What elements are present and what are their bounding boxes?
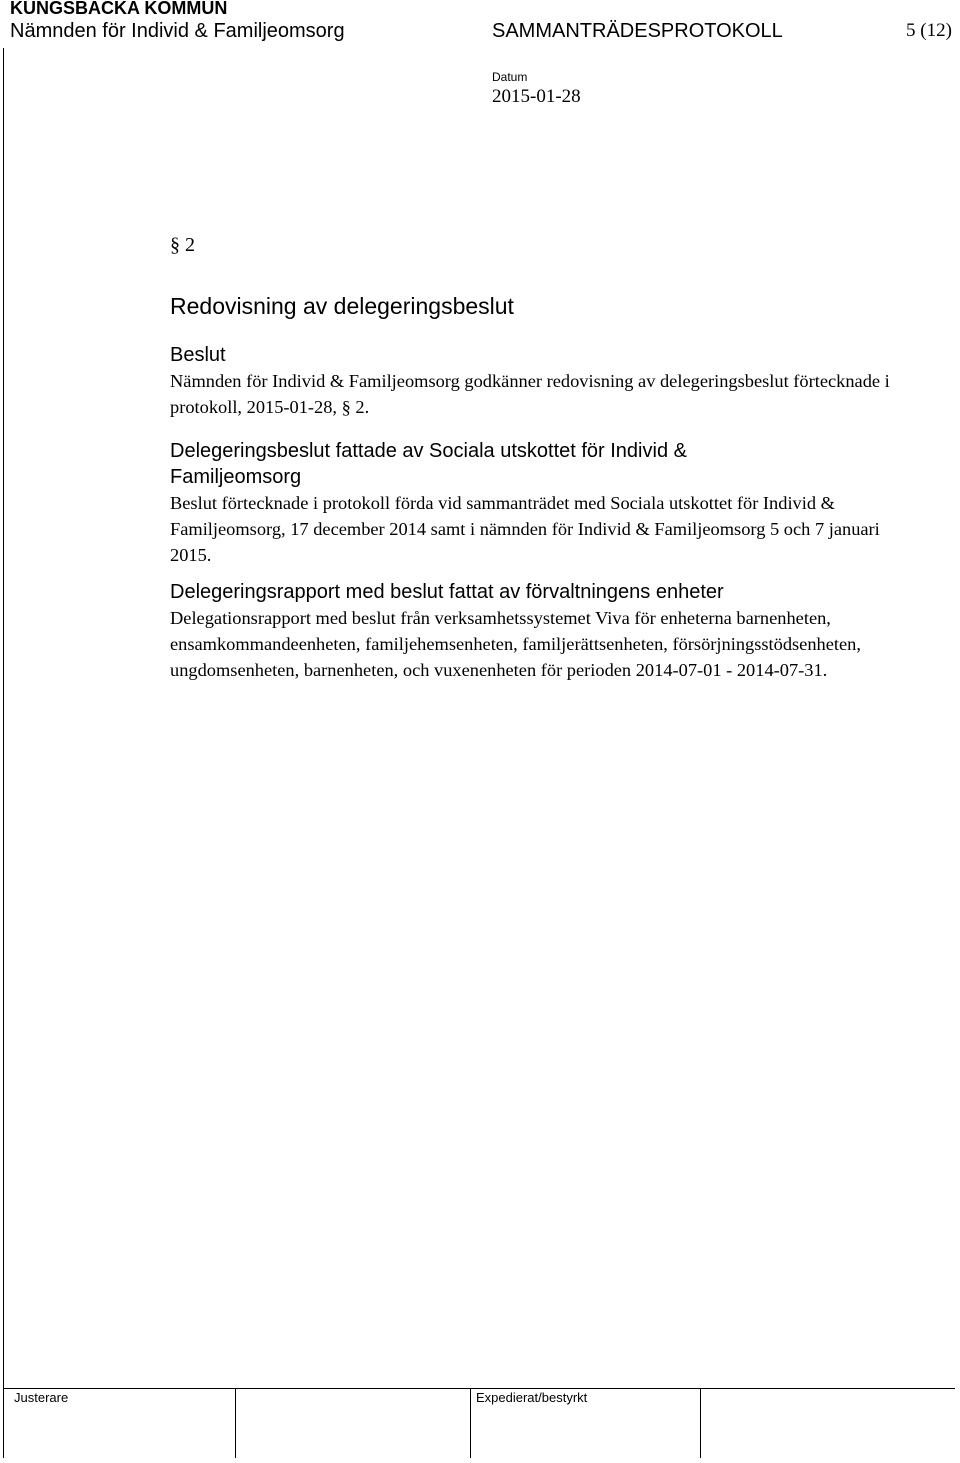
organization-name: KUNGSBACKA KOMMUN <box>10 0 228 18</box>
page-number: 5 (12) <box>906 20 952 41</box>
footer-divider <box>470 1388 471 1458</box>
delegation-report-block <box>170 579 930 683</box>
left-margin-rule <box>3 48 4 1458</box>
decision-block <box>170 342 930 420</box>
decision-text: Nämnden för Individ & Familjeomsorg godkänner redovisning av delegeringsbeslut förtecknade i protokoll, 2015-01-28, § 2. <box>170 371 890 417</box>
committee-decisions-block <box>170 438 930 568</box>
section-number: § 2 <box>170 234 195 256</box>
footer-justerare-label: Justerare <box>14 1390 69 1405</box>
footer-rule <box>3 1388 955 1389</box>
board-name: Nämnden för Individ & Familjeomsorg <box>10 20 345 42</box>
date-value: 2015-01-28 <box>492 86 581 107</box>
committee-decisions-text: Beslut förtecknade i protokoll förda vid sammanträdet med Sociala utskottet för Individ & Familjeomsorg, 17 december 2014 samt i nämnden för Individ & Familjeomsorg 5 och 7 januari 2015. <box>170 493 880 565</box>
footer-divider <box>700 1388 701 1458</box>
delegation-report-heading: Delegeringsrapport med beslut fattat av förvaltningens enheter <box>170 581 724 603</box>
delegation-report-text: Delegationsrapport med beslut från verksamhetssystemet Viva för enheterna barnenheten, ensamkommandeenheten, familjehemsenheten, familjerättsenheten, försörjningsstödsenheten, ungdomsenheten, barnenheten, och vuxenenheten för perioden 2014-07-01 - 2014-07-31. <box>170 608 861 680</box>
date-label: Datum <box>492 70 528 84</box>
section-title: Redovisning av delegeringsbeslut <box>170 293 514 319</box>
footer-divider <box>235 1388 236 1458</box>
document-type: SAMMANTRÄDESPROTOKOLL <box>492 20 783 42</box>
footer-expedierat-label: Expedierat/bestyrkt <box>476 1390 588 1405</box>
committee-decisions-heading: Delegeringsbeslut fattade av Sociala utskottet för Individ & Familjeomsorg <box>170 440 687 488</box>
decision-heading: Beslut <box>170 344 226 366</box>
